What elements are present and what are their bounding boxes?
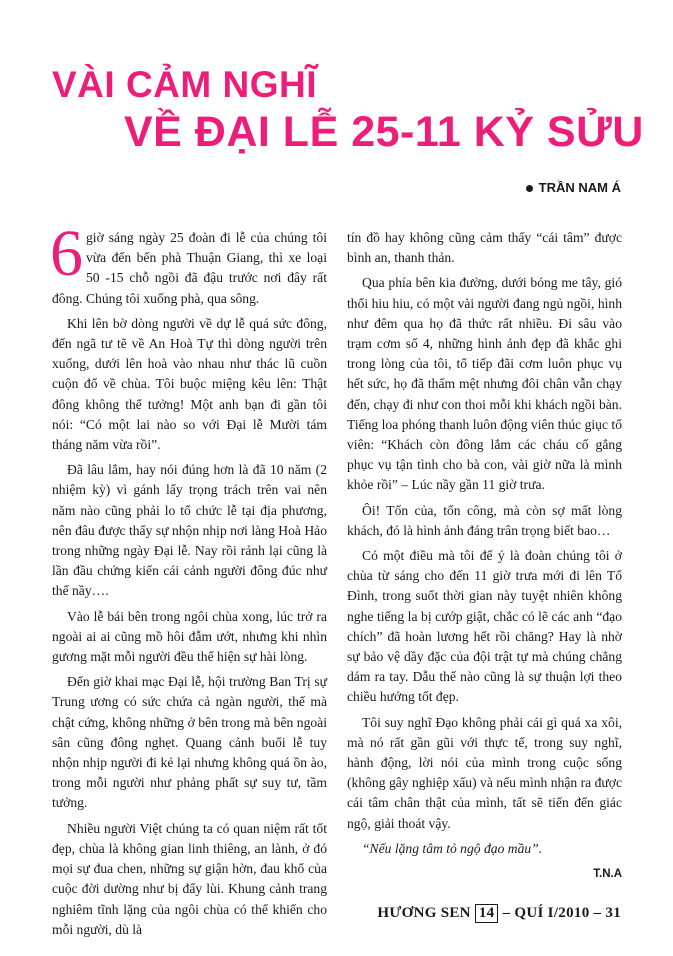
paragraph: [50, 217, 327, 309]
page-footer: [377, 904, 621, 923]
signature: T.N.A: [593, 868, 622, 881]
paragraph: Vào lễ bái bên trong ngôi chùa xong, lúc trở ra ngoài ai ai cũng mồ hôi đẫm ướt, nhưng khi nhìn gương mặt mỗi người đều thể hiện sự hài lòng.: [52, 608, 327, 665]
paragraph: Khi lên bờ dòng người về dự lễ quá sức đông, đến ngã tư tẽ về An Hoà Tự thì dòng người trên xuống, dưới lên hoà vào nhau như thác lũ cuồn cuộn đổ về chùa. Tôi buộc miệng kêu lên: Thật đông không thể tưởng! Một anh bạn đi gần tôi nói: “Có một lai nào so với Đại lễ Mười tám tháng năm vừa rồi”.: [52, 315, 327, 453]
paragraph: Nhiều người Việt chúng ta có quan niệm rất tốt đẹp, chùa là không gian linh thiêng, an lành, ở đó mọi sự đua chen, những sự giận hờn, đau khổ của cuộc đời dường như bị đẩy lùi. Khung cảnh trang nghiêm tĩnh lặng của ngôi chùa có thể khiến cho mỗi người, dù là: [52, 820, 327, 937]
drop-cap: 6: [50, 217, 83, 290]
article-column-right: [347, 228, 622, 884]
paragraph: Có một điều mà tôi để ý là đoàn chúng tôi ở chùa từ sáng cho đến 11 giờ trưa mới đi lên Tổ Đình, trong suốt thời gian này tuyệt nhiên không nghe tiếng la bị cướp giật, chắc có lẽ các anh “đạo chích” đã hoàn lương hết rồi chăng? Hay là nhờ sự bảo vệ dầy đặc của đội trật tự mà chúng chẳng dám ra tay. Dẫu thế nào cũng là sự thuận lợi theo chiều hướng tốt đẹp.: [347, 548, 622, 705]
paragraph: Đã lâu lắm, hay nói đúng hơn là đã 10 năm (2 nhiệm kỳ) vì gánh lấy trọng trách trên vai nên năm nào cũng phải lo tổ chức lễ tại địa phương, nên đâu được thấy sự nhộn nhịp nơi làng Hoà Hảo trong những ngày Đại lễ. Nay rồi rảnh lại cũng là lần đầu chứng kiến cái cảnh người đông đúc như thế nầy….: [52, 462, 327, 599]
closing-quote: “Nếu lặng tâm tỏ ngộ đạo mầu”.: [362, 840, 543, 856]
paragraph: Đến giờ khai mạc Đại lễ, hội trường Ban Trị sự Trung ương có sức chứa cả ngàn người, thế mà chật cứng, không những ở bên trong mà bên ngoài sân cũng đông nghẹt. Quang cảnh buổi lễ tuy nhộn nhịp người đi kẻ lại nhưng không quá ồn ào, trong mỗi người như phảng phất sự suy tư, tầm tưởng.: [52, 674, 327, 811]
title-line-2: VỀ ĐẠI LỄ 25-11 KỶ SỬU: [124, 108, 644, 156]
author-byline: [526, 180, 621, 195]
article-column-left: [50, 217, 327, 945]
paragraph: Tôi suy nghĩ Đạo không phải cái gì quá xa xôi, mà nó rất gần gũi với thực tế, trong suy nghĩ, hành động, lời nói của mình trong cuộc sống (không gây nghiệp xấu) và nếu mình nhận ra được cái tâm chân thật của mình, tất sẽ tiến đến giác ngộ, giải thoát vậy.: [347, 714, 622, 831]
paragraph: tín đồ hay không cũng cảm thấy “cái tâm” được bình an, thanh thản.: [347, 230, 622, 266]
bullet-icon: [526, 185, 533, 192]
page-number: 14: [475, 904, 499, 923]
title-line-1: VÀI CẢM NGHĨ: [52, 64, 317, 105]
paragraph: Qua phía bên kia đường, dưới bóng me tây, gió thổi hiu hiu, có một vài người đang ngủ ngồi, hình như đêm qua họ đã thức rất nhiều. Đi sâu vào trạm cơm số 4, những hình ảnh đẹp đã khắc ghi trong lòng của tôi, tổ tiếp đãi cơm luôn phục vụ hết sức, họ đã thấm mệt nhưng đôi chân vẫn chạy đến, chạy đi như con thoi mỗi khi khách ngồi bàn. Tiếng loa phóng thanh luôn động viên thúc giục tổ viên: “Khách còn đông lắm các cháu cố gắng phục vụ tận tình cho bà con, vài giờ nữa là mình khỏe rồi” – Lúc nầy gần 11 giờ trưa.: [347, 275, 622, 493]
paragraph: Ôi! Tốn của, tốn công, mà còn sợ mất lòng khách, đó là hình ảnh đáng trân trọng biết bao…: [347, 502, 622, 538]
paragraph-text: giờ sáng ngày 25 đoàn đi lễ của chúng tôi vừa đến bến phà Thuận Giang, thì xe loại 50 -15 chỗ ngồi đã đậu trước nơi đây rất đông. Chúng tôi xuống phà, qua sông.: [52, 230, 327, 306]
magazine-name: HƯƠNG SEN: [377, 905, 471, 921]
author-name: TRẦN NAM Á: [538, 180, 621, 195]
issue-label: – QUÍ I/2010 – 31: [502, 905, 621, 921]
